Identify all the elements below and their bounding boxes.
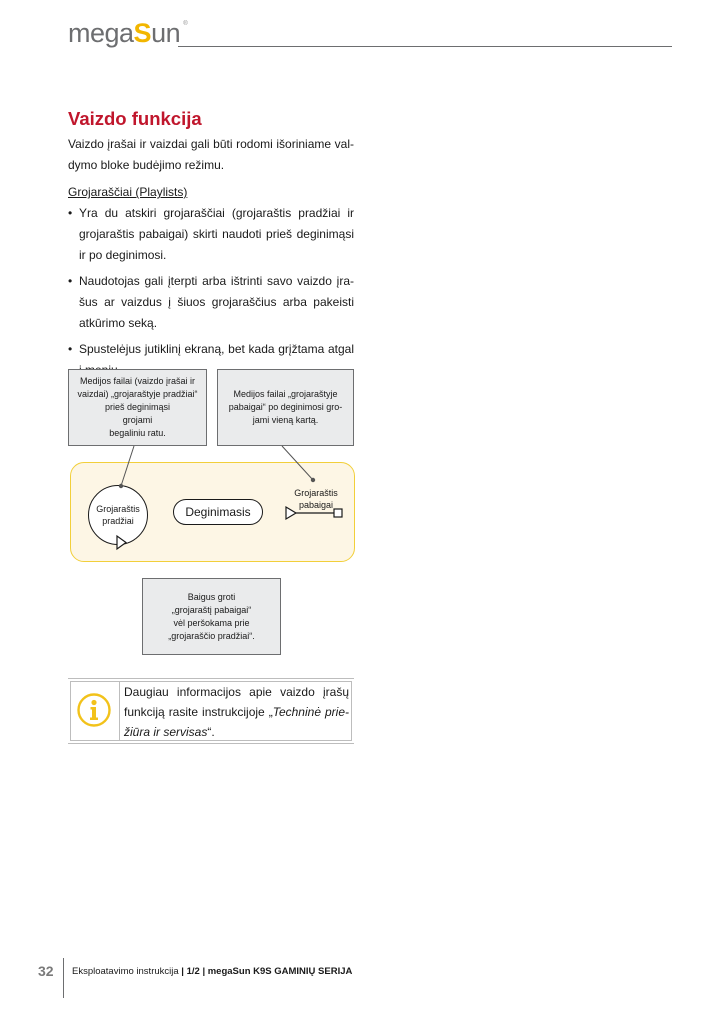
bullet-list <box>68 203 354 381</box>
info-text-main: Daugiau informacijos apie vaizdo įrašų funkciją rasite instrukcijoje „ <box>124 685 349 719</box>
list-item <box>68 271 354 334</box>
footer-rule <box>63 958 64 998</box>
playlist-diagram <box>68 369 358 659</box>
connector-end <box>282 446 313 480</box>
info-text-end: “. <box>207 725 215 739</box>
registered-mark: ® <box>183 21 188 27</box>
content-column <box>68 108 354 386</box>
bullet-text: Naudotojas gali įterpti arba ištrinti savo vaizdo įra-šus ar vaizdus į šiuos grojaraščius arba pakeisti atkūrimo seką. <box>79 274 354 330</box>
info-note <box>68 678 354 744</box>
loop-play-arrow-icon <box>117 536 126 549</box>
stop-square-icon <box>334 509 342 517</box>
connector-start-dot <box>119 484 123 488</box>
manual-reference: Techninė prie-žiūra ir servisas <box>124 705 350 739</box>
section-title: Vaizdo funkcija <box>68 108 202 129</box>
tanning-node: Deginimasis <box>173 499 263 525</box>
connector-start <box>121 446 134 486</box>
megasun-logo <box>68 18 188 48</box>
bullet-icon: • <box>68 342 73 356</box>
bullet-text: Spustelėjus jutiklinį ekraną, bet kada grįžtama atgal <box>79 342 354 356</box>
start-playlist-loop: Grojaraštis pradžiai <box>88 485 148 545</box>
footer-text <box>72 966 352 977</box>
intro-paragraph: Vaizdo įrašai ir vaizdai gali būti rodomi išoriniame val-dymo bloke budėjimo režimu. <box>68 137 354 172</box>
end-playlist-label: Grojaraštis pabaigai <box>294 488 338 510</box>
note-after-playback: Baigus groti „grojaraštį pabaigai“ vėl peršokama prie „grojaraščio pradžiai“. <box>142 578 281 655</box>
playlists-subheading: Grojaraščiai (Playlists) <box>68 185 188 199</box>
end-play-arrow-icon <box>286 507 296 519</box>
logo-s: S <box>133 18 152 48</box>
bullet-text: Yra du atskiri grojaraščiai (grojaraštis pradžiai ir grojaraštis pabaigai) skirti naudoti prieš deginimąsi ir po deginimosi. <box>79 206 354 262</box>
footer-series: | 1/2 | megaSun K9S GAMINIŲ SERIJA <box>181 966 353 977</box>
page-number: 32 <box>38 963 54 979</box>
info-text <box>124 682 349 742</box>
header-rule <box>178 46 672 47</box>
logo-prefix: mega <box>68 18 134 48</box>
list-item <box>68 203 354 266</box>
note-start-playlist: Medijos failai (vaizdo įrašai ir vaizdai) „grojaraštyje pradžiai“ prieš deginimąsi grojami begaliniu ratu. <box>68 369 207 446</box>
bullet-icon: • <box>68 206 73 220</box>
info-icon <box>77 693 111 727</box>
logo-suffix: un <box>151 18 181 48</box>
connector-end-dot <box>311 478 315 482</box>
footer-doc-name: Eksploatavimo instrukcija <box>72 966 182 977</box>
bullet-icon: • <box>68 274 73 288</box>
note-end-playlist: Medijos failai „grojaraštyje pabaigai“ po deginimosi gro- jami vieną kartą. <box>217 369 354 446</box>
